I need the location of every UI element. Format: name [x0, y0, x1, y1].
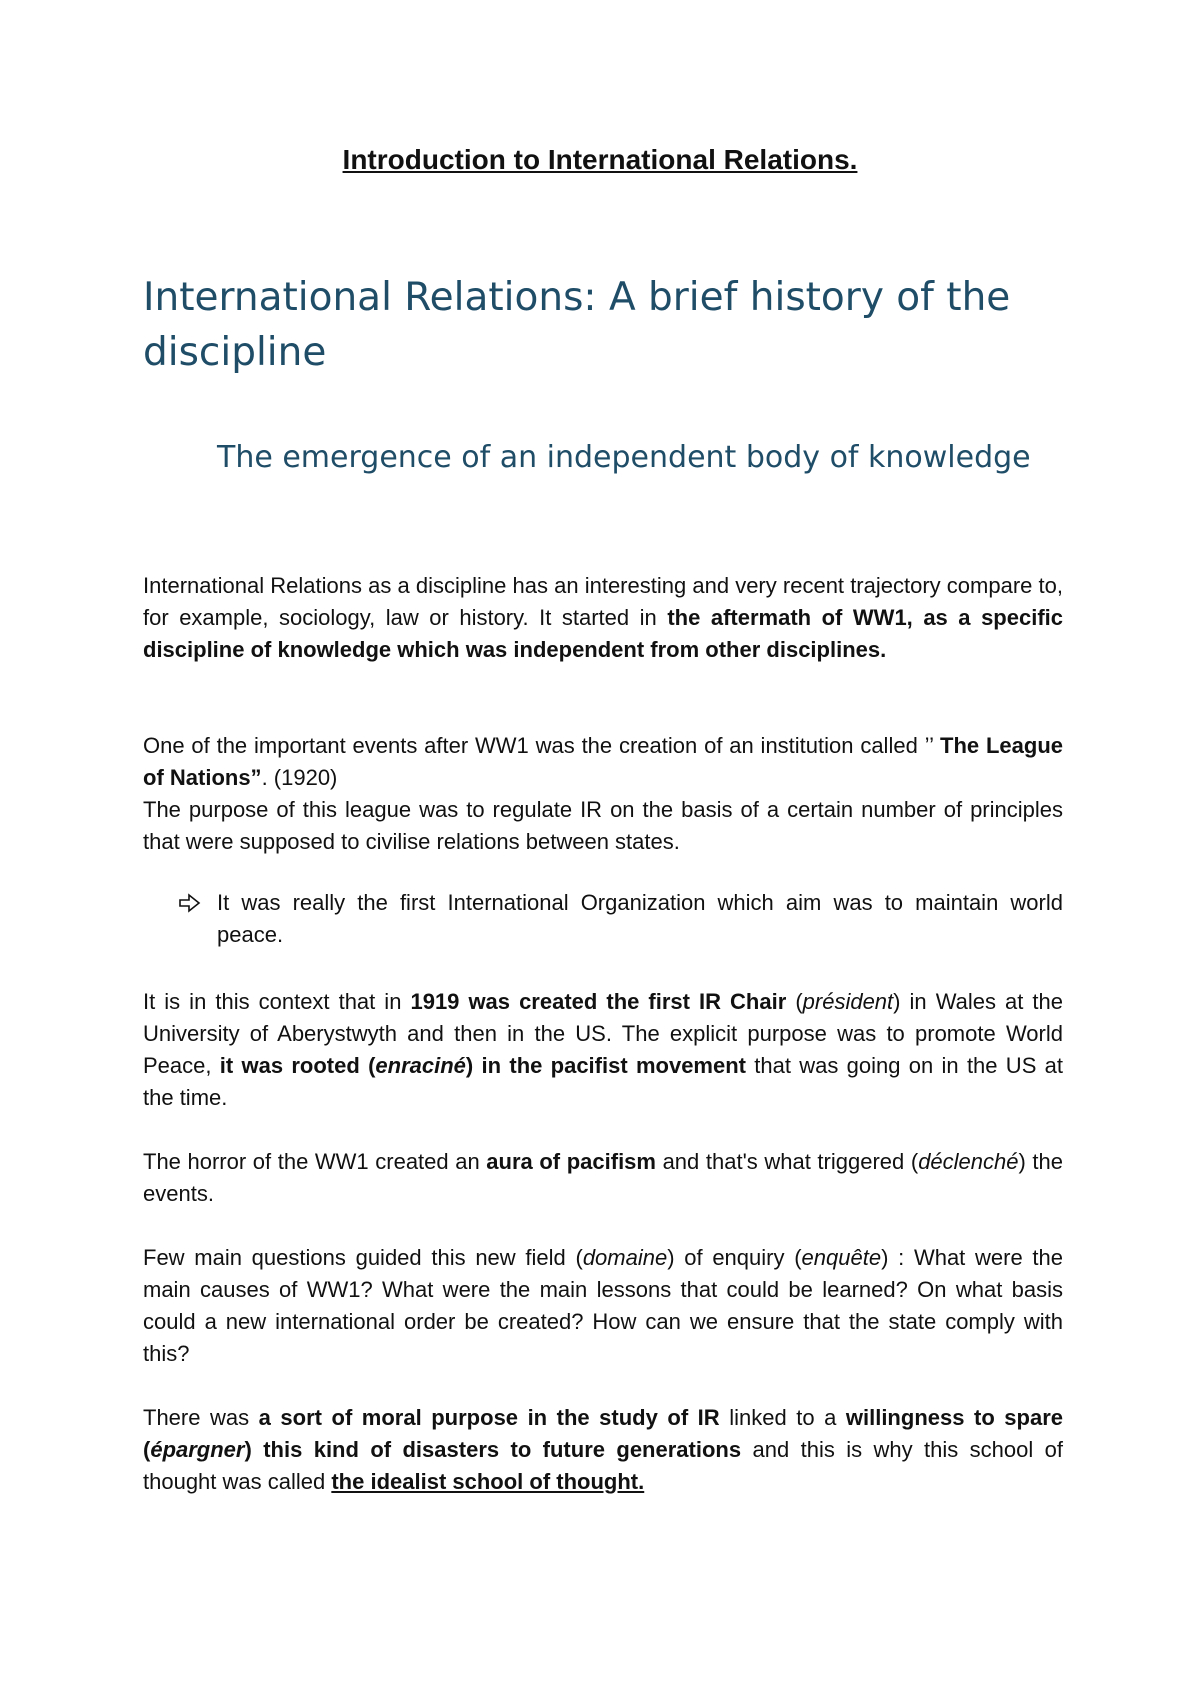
paragraph-league-of-nations — [143, 730, 1063, 794]
text-run: and that's what triggered ( — [655, 1149, 919, 1174]
text-run: ) of enquiry ( — [667, 1245, 802, 1270]
paragraph-league-purpose: The purpose of this league was to regulate IR on the basis of a certain number of principles that were supposed to civilise relations between states. — [143, 797, 1063, 854]
italic-run: enraciné — [375, 1053, 466, 1078]
document-title: Introduction to International Relations. — [342, 144, 858, 175]
text-run: One of the important events after WW1 was the creation of an institution called ’’ — [143, 733, 941, 758]
paragraph-first-ir-chair — [143, 986, 1063, 1114]
text-run: linked to a — [719, 1405, 846, 1430]
italic-run: président — [802, 989, 894, 1014]
bold-run: 1919 was created the first IR Chair — [410, 989, 787, 1014]
bold-underline-run — [331, 1469, 644, 1494]
text-run: ) in Wales at the University of Aberystwyth and then in the US. The explicit purpose was to promote World Peace, — [143, 989, 1063, 1078]
hollow-arrow-icon — [178, 887, 202, 919]
text-run: It is in this context that in — [143, 989, 411, 1014]
heading-brief-history: International Relations: A brief history of the discipline — [143, 275, 1011, 375]
paragraph-main-questions — [143, 1242, 1063, 1370]
paragraph-intro — [143, 570, 1063, 666]
text-run: . (1920) — [261, 765, 338, 790]
paragraph-moral-purpose — [143, 1402, 1063, 1498]
underline-run: the idealist school of thought. — [331, 1469, 645, 1494]
italic-run: enquête — [801, 1245, 882, 1270]
bold-run: willingness to spare ( — [143, 1405, 1063, 1462]
text-run: ( — [786, 989, 803, 1014]
bold-italic-run — [375, 1053, 466, 1078]
text-run: that was going on in the US at the time. — [143, 1053, 1063, 1110]
bold-run: ) in the pacifist movement — [465, 1053, 746, 1078]
italic-run: domaine — [582, 1245, 668, 1270]
italic-run: épargner — [150, 1437, 245, 1462]
bold-run: the aftermath of WW1, as a specific discipline of knowledge which was independent from other disciplines. — [143, 605, 1064, 662]
text-run: Few main questions guided this new field ( — [143, 1245, 583, 1270]
bold-run: The League of Nations” — [143, 733, 1063, 790]
text-run: The horror of the WW1 created an — [143, 1149, 487, 1174]
bullet-item — [143, 887, 1063, 951]
bold-italic-run — [150, 1437, 244, 1462]
text-run: There was — [143, 1405, 259, 1430]
paragraph-aura-of-pacifism — [143, 1146, 1063, 1210]
text-run: ) the events. — [143, 1149, 1064, 1206]
bold-run: aura of pacifism — [486, 1149, 656, 1174]
bold-run: a sort of moral purpose in the study of IR — [258, 1405, 720, 1430]
italic-run: déclenché — [918, 1149, 1019, 1174]
text-run: and this is why this school of thought was called — [143, 1437, 1063, 1494]
heading-emergence: The emergence of an independent body of knowledge — [217, 440, 1031, 475]
bold-run: it was rooted ( — [219, 1053, 376, 1078]
bullet-text: It was really the first International Organization which aim was to maintain world peace. — [217, 890, 1063, 947]
text-run: International Relations as a discipline has an interesting and very recent trajectory compare to, for example, sociology, law or history. It started in — [143, 573, 1063, 630]
text-run: ) : What were the main causes of WW1? What were the main lessons that could be learned? On what basis could a new international order be created? How can we ensure that the state comply with this? — [143, 1245, 1063, 1366]
bold-run: ) this kind of disasters to future generations — [244, 1437, 742, 1462]
